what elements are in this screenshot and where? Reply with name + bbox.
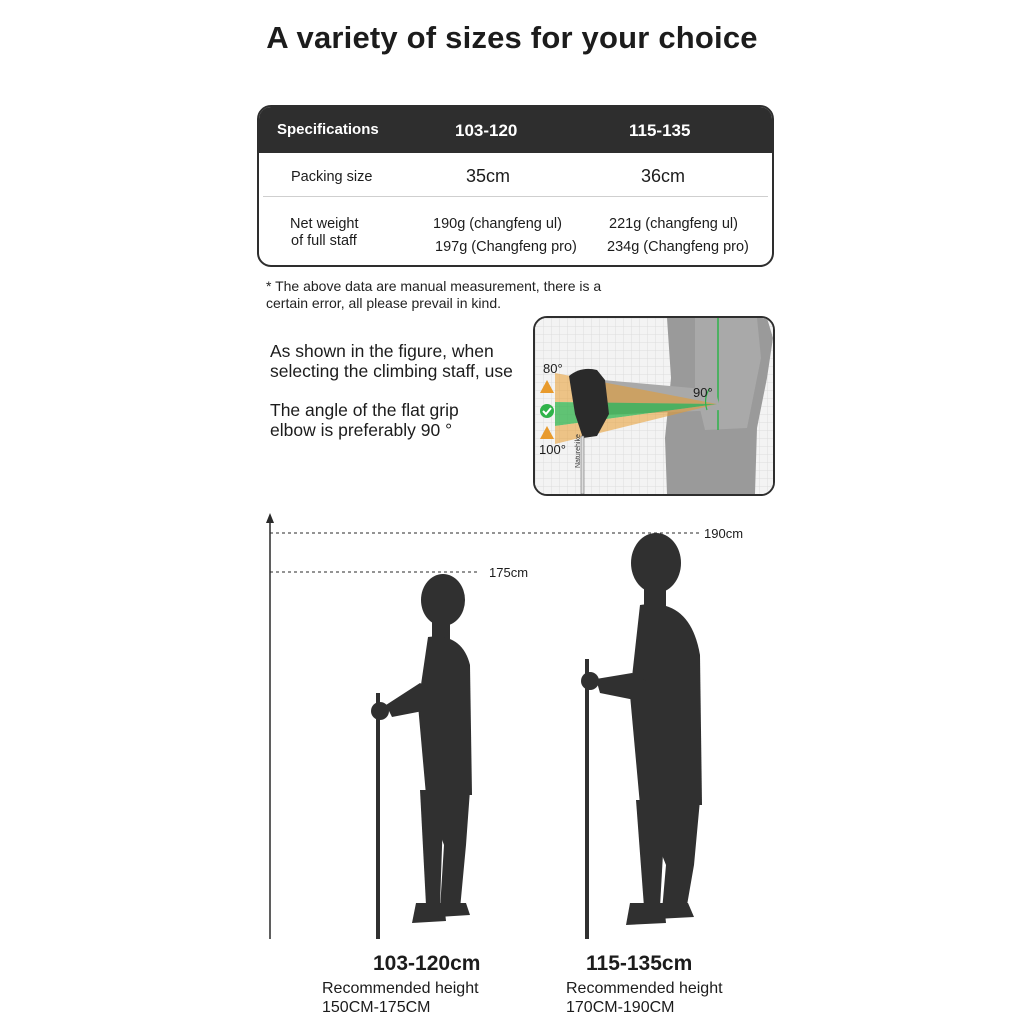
packing-size-115-135: 36cm (641, 166, 686, 186)
header-size-103-120: 103-120 (455, 121, 518, 140)
weight-115-135-pro: 234g (Changfeng pro) (607, 239, 749, 255)
specifications-table (257, 105, 774, 267)
recommendation-115-135: Recommended height 170CM-190CM (566, 980, 723, 1016)
pole-brand-text: Naturehike (575, 434, 582, 468)
recommendation-103-120: Recommended height 150CM-175CM (322, 980, 479, 1016)
net-weight-label-line1: Net weight (290, 216, 359, 232)
elbow-angle-illustration (533, 316, 775, 496)
page-title: A variety of sizes for your choice (266, 20, 758, 55)
net-weight-label-line2: of full staff (291, 233, 357, 249)
weight-115-135-ul: 221g (changfeng ul) (609, 216, 738, 232)
angle-80-label: 80° (543, 361, 563, 376)
packing-size-103-120: 35cm (466, 166, 511, 186)
weight-103-120-ul: 190g (changfeng ul) (433, 216, 562, 232)
height-190cm-label: 190cm (704, 526, 744, 541)
check-icon (540, 404, 554, 418)
person-silhouette-short (371, 574, 472, 923)
angle-description-1: As shown in the figure, when selecting the climbing staff, use (270, 341, 513, 381)
height-comparison (0, 505, 1024, 950)
angle-90-label: 90° (693, 385, 713, 400)
elbow-angle-graphic (535, 318, 773, 494)
height-175cm-label: 175cm (489, 565, 529, 580)
header-label: Specifications (277, 121, 379, 138)
trekking-pole-tall (585, 659, 589, 939)
measurement-note: * The above data are manual measurement, there is a certain error, all please prevail in kind. (266, 278, 602, 311)
angle-100-label: 100° (539, 442, 566, 457)
size-label-115-135: 115-135cm (586, 952, 693, 975)
packing-size-label: Packing size (291, 169, 373, 185)
size-label-103-120: 103-120cm (373, 952, 481, 975)
trekking-pole-short (376, 693, 380, 939)
table-header (259, 107, 772, 153)
header-size-115-135: 115-135 (629, 121, 691, 140)
angle-description-2: The angle of the flat grip elbow is preferably 90 ° (270, 400, 459, 440)
person-silhouette-tall (581, 533, 702, 925)
row-divider (263, 196, 768, 197)
weight-103-120-pro: 197g (Changfeng pro) (435, 239, 577, 255)
